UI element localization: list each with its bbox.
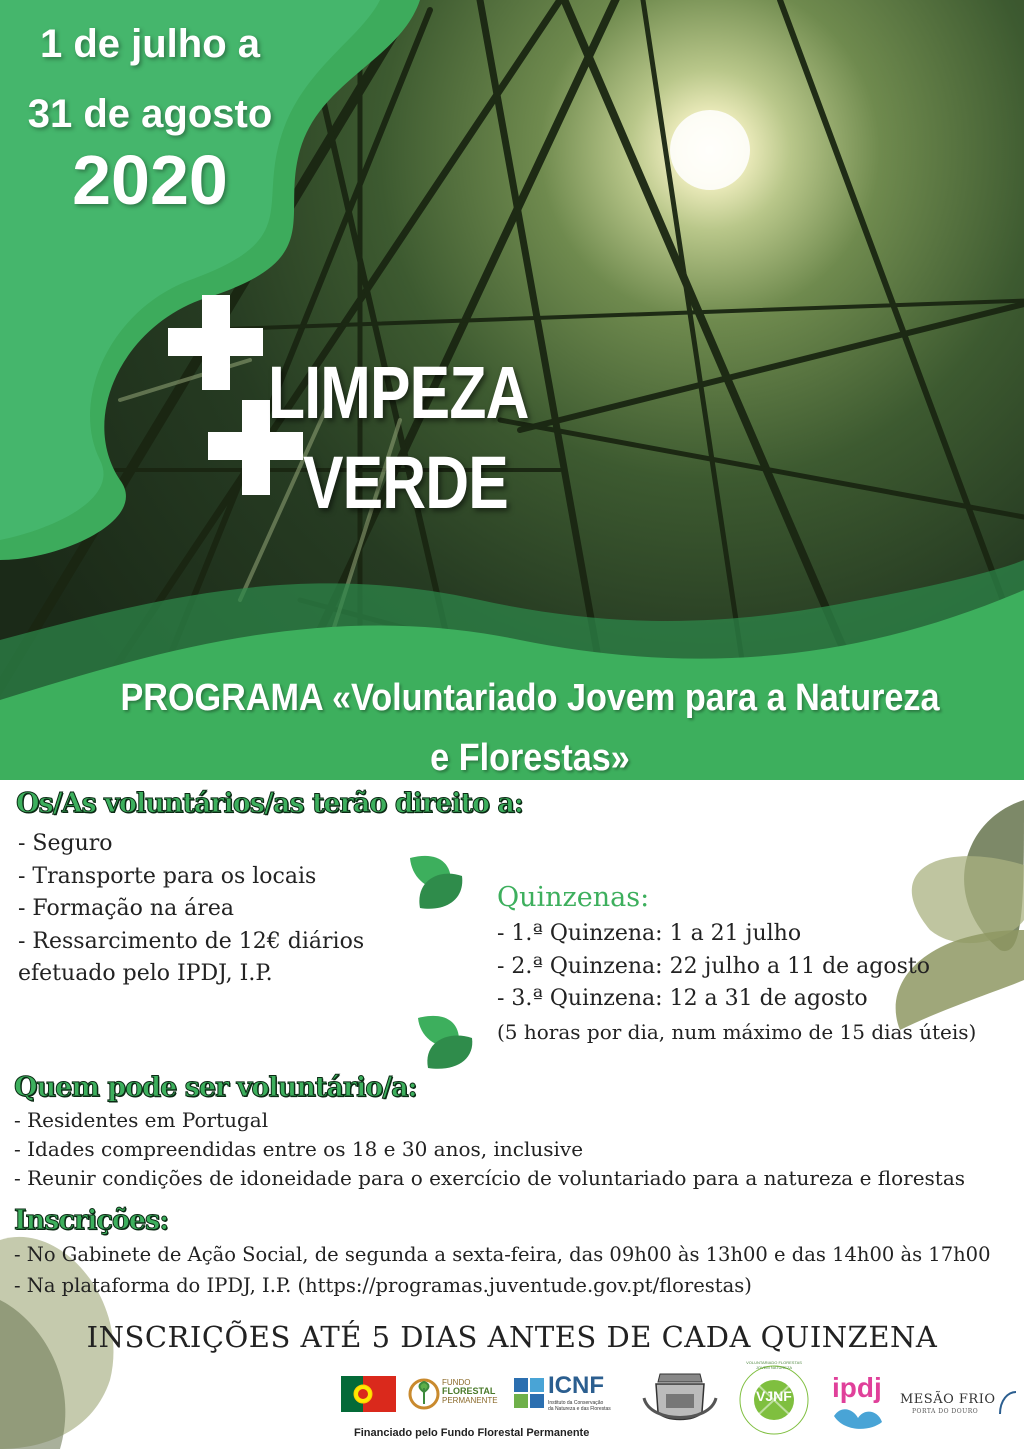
- vjnf-ring-text: VOLUNTARIADO FLORESTAS JOVEM NATUREZA: [746, 1360, 802, 1370]
- program-title: PROGRAMA «Voluntariado Jovem para a Natureza e Florestas»: [120, 677, 940, 779]
- date-line-2: 31 de agosto: [27, 92, 273, 136]
- list-item: - Idades compreendidas entre os 18 e 30 anos, inclusive: [14, 1137, 584, 1161]
- quinzenas-note: (5 horas por dia, num máximo de 15 dias úteis): [497, 1019, 977, 1044]
- list-item: - 2.ª Quinzena: 22 julho a 11 de agosto: [497, 953, 931, 979]
- funded-by-text: Financiado pelo Fundo Florestal Permanente: [354, 1427, 590, 1439]
- list-item: efetuado pelo IPDJ, I.P.: [18, 961, 273, 986]
- list-item: - Reunir condições de idoneidade para o exercício de voluntariado para a natureza e florestas: [14, 1166, 966, 1190]
- who-heading: Quem pode ser voluntário/a:: [14, 1072, 417, 1103]
- who-list: [14, 1106, 965, 1193]
- date-line-1: 1 de julho a: [39, 22, 261, 66]
- list-item: - Residentes em Portugal: [14, 1108, 269, 1132]
- icnf-icon: [514, 1378, 546, 1408]
- ffp-text: FUNDO FLORESTAL PERMANENTE: [442, 1378, 498, 1405]
- quinzenas-list: [497, 918, 976, 1048]
- list-item: - 1.ª Quinzena: 1 a 21 julho: [497, 921, 802, 946]
- mesao-frio-name: MESÃO FRIO: [900, 1392, 996, 1407]
- rights-heading: Os/As voluntários/as terão direito a:: [16, 788, 523, 819]
- rights-list: [18, 828, 364, 991]
- signup-list: [14, 1239, 991, 1301]
- list-item: - No Gabinete de Ação Social, de segunda a sexta-feira, das 09h00 às 13h00 e das 14h00 às 17h00: [14, 1243, 991, 1266]
- mesao-frio-subtitle: PORTA DO DOURO: [912, 1408, 979, 1415]
- municipal-coat-of-arms: [640, 1368, 720, 1430]
- title-limpeza: LIMPEZA: [268, 351, 529, 434]
- list-item: - Ressarcimento de 12€ diários: [18, 928, 365, 954]
- deadline-text: INSCRIÇÕES ATÉ 5 DIAS ANTES DE CADA QUINZENA: [86, 1320, 938, 1354]
- quinzenas-heading: Quinzenas:: [497, 882, 650, 913]
- date-year: 2020: [72, 141, 228, 219]
- portugal-flag-icon: [341, 1376, 396, 1412]
- vjnf-name: VJNF: [756, 1388, 792, 1404]
- icnf-name: ICNF: [548, 1372, 604, 1399]
- ipdj-name: ipdj: [832, 1372, 882, 1403]
- list-item: - Na plataforma do IPDJ, I.P. (https://programas.juventude.gov.pt/florestas): [14, 1274, 752, 1297]
- signup-heading: Inscrições:: [14, 1205, 169, 1236]
- list-item: - Formação na área: [18, 896, 234, 921]
- title-verde: VERDE: [303, 441, 508, 524]
- list-item: - 3.ª Quinzena: 12 a 31 de agosto: [497, 986, 868, 1011]
- list-item: - Transporte para os locais: [18, 863, 317, 889]
- mesao-frio-mark: [996, 1388, 1020, 1418]
- leaf-icon: [410, 856, 462, 909]
- ipdj-splash: [830, 1402, 886, 1432]
- icnf-subtitle: Instituto da Conservação da Natureza e das Florestas: [548, 1400, 611, 1412]
- list-item: - Seguro: [18, 831, 113, 856]
- leaf-icon: [418, 1016, 472, 1069]
